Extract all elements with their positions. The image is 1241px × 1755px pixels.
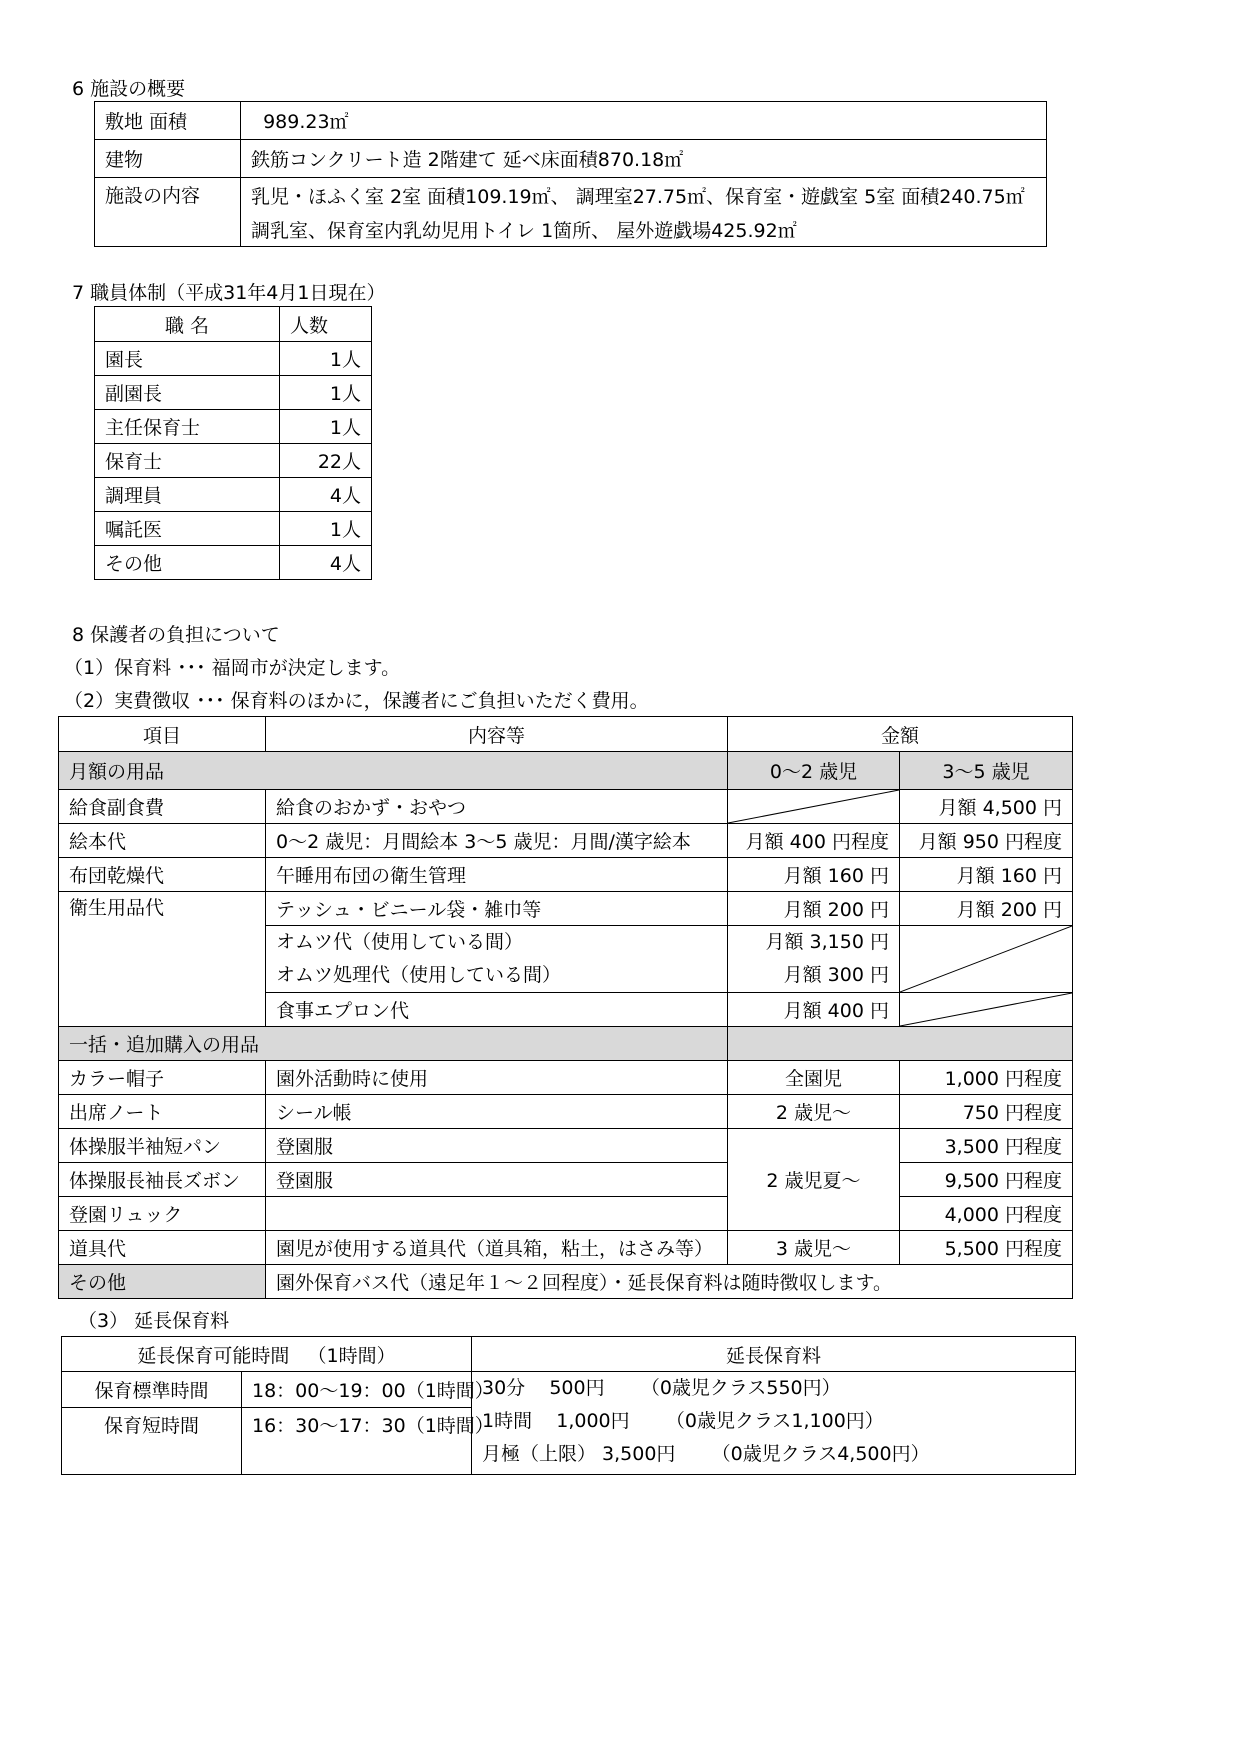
cell-value [241,178,1047,247]
diaper-fee: オムツ代（使用している間） [276,931,524,953]
table-row [95,444,372,478]
cell-content: 0～2 歳児：月間絵本 3～5 歳児：月間/漢字絵本 [266,824,728,858]
section-7-heading: 7 職員体制（平成31年4月1日現在） [72,282,386,304]
section-8-heading: 8 保護者の負担について [72,624,280,646]
cell-role: その他 [95,546,280,580]
table-row [62,1372,1076,1408]
cell-count: 4人 [280,546,372,580]
cell-value: 989.23㎡ [241,102,1047,140]
table-header-row [59,717,1073,752]
empty-diagonal-cell [900,926,1073,993]
table-row [59,1197,1073,1231]
cell-content: シール帳 [266,1095,728,1129]
table-row [59,1027,1073,1061]
cell-content: 園児が使用する道具代（道具箱，粘土，はさみ等） [266,1231,728,1265]
cell-content: 園外活動時に使用 [266,1061,728,1095]
table-row [59,1129,1073,1163]
table-row [59,824,1073,858]
cell-price: 1,000 円程度 [900,1061,1073,1095]
cell-content: 登園服 [266,1129,728,1163]
cell-content: 園外保育バス代（遠足年１～２回程度）・延長保育料は随時徴収します。 [266,1265,1073,1299]
cell-label: 敷地 面積 [95,102,241,140]
fee-30min: 30分 500円 （0歳児クラス550円） [482,1377,841,1399]
extended-care-table [61,1336,1076,1475]
extended-care-heading: （3） 延長保育料 [78,1310,230,1332]
cell-item: 衛生用品代 [59,892,266,1027]
cell-content: テッシュ・ビニール袋・雑巾等 [266,892,728,926]
header-extended-fee: 延長保育料 [472,1337,1076,1372]
header-available-time: 延長保育可能時間 （1時間） [62,1337,472,1372]
table-row [59,752,1073,790]
diaper-disposal-fee: オムツ処理代（使用している間） [276,964,562,986]
table-row [95,546,372,580]
cell-role: 主任保育士 [95,410,280,444]
cell-content: 食事エプロン代 [266,993,728,1027]
cell-care-type: 保育標準時間 [62,1372,242,1408]
cell-count: 1人 [280,342,372,376]
cell-role: 園長 [95,342,280,376]
table-row [59,1265,1073,1299]
table-row [95,102,1047,140]
cell-role: 保育士 [95,444,280,478]
header-count: 人数 [280,307,372,342]
bulk-items-amount-blank [728,1027,1073,1061]
cell-amount-0-2 [728,926,900,993]
cell-care-type: 保育短時間 [62,1408,242,1475]
header-content: 内容等 [266,717,728,752]
facility-content-line-1: 乳児・ほふく室 2室 面積109.19㎡、 調理室27.75㎡、保育室・遊戯室 5室 面積240.75㎡ [251,185,1025,208]
cell-item: 道具代 [59,1231,266,1265]
table-row [59,1163,1073,1197]
cell-content: 午睡用布団の衛生管理 [266,858,728,892]
cell-role: 副園長 [95,376,280,410]
cell-count: 1人 [280,376,372,410]
cell-count: 22人 [280,444,372,478]
table-row [59,1061,1073,1095]
diaper-fee-amount: 月額 3,150 円 [765,931,889,953]
header-role: 職 名 [95,307,280,342]
cell-amount-3-5: 月額 4,500 円 [900,790,1073,824]
cell-amount-0-2: 月額 400 円程度 [728,824,900,858]
table-row [95,478,372,512]
cell-item: 体操服長袖長ズボン [59,1163,266,1197]
cell-count: 1人 [280,512,372,546]
cell-target: 2 歳児夏～ [728,1129,900,1231]
fee-1hour: 1時間 1,000円 （0歳児クラス1,100円） [482,1410,884,1432]
childcare-fee-line: （1）保育料 ･･･ 福岡市が決定します。 [64,657,401,679]
age-3-5-header: 3～5 歳児 [900,752,1073,790]
cell-item: 体操服半袖短パン [59,1129,266,1163]
fee-monthly-cap: 月極（上限） 3,500円 （0歳児クラス4,500円） [482,1443,930,1465]
cell-price: 5,500 円程度 [900,1231,1073,1265]
diagonal-line [900,926,1072,992]
empty-diagonal-cell [728,790,900,824]
table-header-row [95,307,372,342]
table-header-row [62,1337,1076,1372]
table-row [95,410,372,444]
cell-amount-0-2: 月額 160 円 [728,858,900,892]
diaper-disposal-amount: 月額 300 円 [783,964,889,986]
cell-care-time: 18：00～19：00（1時間） [242,1372,472,1408]
cell-count: 1人 [280,410,372,444]
cell-label: 施設の内容 [95,178,241,247]
cell-item: 出席ノート [59,1095,266,1129]
actual-cost-table [58,716,1073,1299]
cell-amount-0-2: 月額 200 円 [728,892,900,926]
cell-amount-3-5: 月額 200 円 [900,892,1073,926]
table-row [95,376,372,410]
header-item: 項目 [59,717,266,752]
diagonal-line [900,993,1072,1026]
table-row [95,140,1047,178]
age-0-2-header: 0～2 歳児 [728,752,900,790]
cell-item: カラー帽子 [59,1061,266,1095]
header-amount: 金額 [728,717,1073,752]
cell-role: 嘱託医 [95,512,280,546]
cell-content [266,1197,728,1231]
cell-content: 登園服 [266,1163,728,1197]
cell-price: 9,500 円程度 [900,1163,1073,1197]
cell-role: 調理員 [95,478,280,512]
cell-amount-3-5: 月額 160 円 [900,858,1073,892]
cell-target: 全園児 [728,1061,900,1095]
cell-amount-3-5: 月額 950 円程度 [900,824,1073,858]
table-row [59,858,1073,892]
cell-item: 登園リュック [59,1197,266,1231]
bulk-items-label: 一括・追加購入の用品 [59,1027,728,1061]
table-row [59,790,1073,824]
cell-item: 布団乾燥代 [59,858,266,892]
facility-content-line-2: 調乳室、保育室内乳幼児用トイレ 1箇所、 屋外遊戯場425.92㎡ [251,219,797,242]
staff-table [94,306,372,580]
cell-care-time: 16：30～17：30（1時間） [242,1408,472,1475]
fee-list [472,1372,1076,1475]
cell-price: 3,500 円程度 [900,1129,1073,1163]
table-row [59,1095,1073,1129]
table-row [95,342,372,376]
cell-label: 建物 [95,140,241,178]
cell-item: その他 [59,1265,266,1299]
table-row [59,1231,1073,1265]
cell-price: 4,000 円程度 [900,1197,1073,1231]
table-row [59,892,1073,926]
empty-diagonal-cell [900,993,1073,1027]
cell-target: 2 歳児～ [728,1095,900,1129]
cell-count: 4人 [280,478,372,512]
cell-target: 3 歳児～ [728,1231,900,1265]
diagonal-line [728,790,899,823]
cell-price: 750 円程度 [900,1095,1073,1129]
monthly-items-label: 月額の用品 [59,752,728,790]
table-row [95,512,372,546]
cell-item: 給食副食費 [59,790,266,824]
actual-cost-line: （2）実費徴収 ･･･ 保育料のほかに，保護者にご負担いただく費用。 [64,690,649,712]
cell-amount-0-2: 月額 400 円 [728,993,900,1027]
table-row [95,178,1047,247]
cell-content [266,926,728,993]
cell-item: 絵本代 [59,824,266,858]
facility-overview-table [94,101,1047,247]
cell-content: 給食のおかず・おやつ [266,790,728,824]
section-6-heading: 6 施設の概要 [72,78,186,100]
cell-value: 鉄筋コンクリート造 2階建て 延べ床面積870.18㎡ [241,140,1047,178]
